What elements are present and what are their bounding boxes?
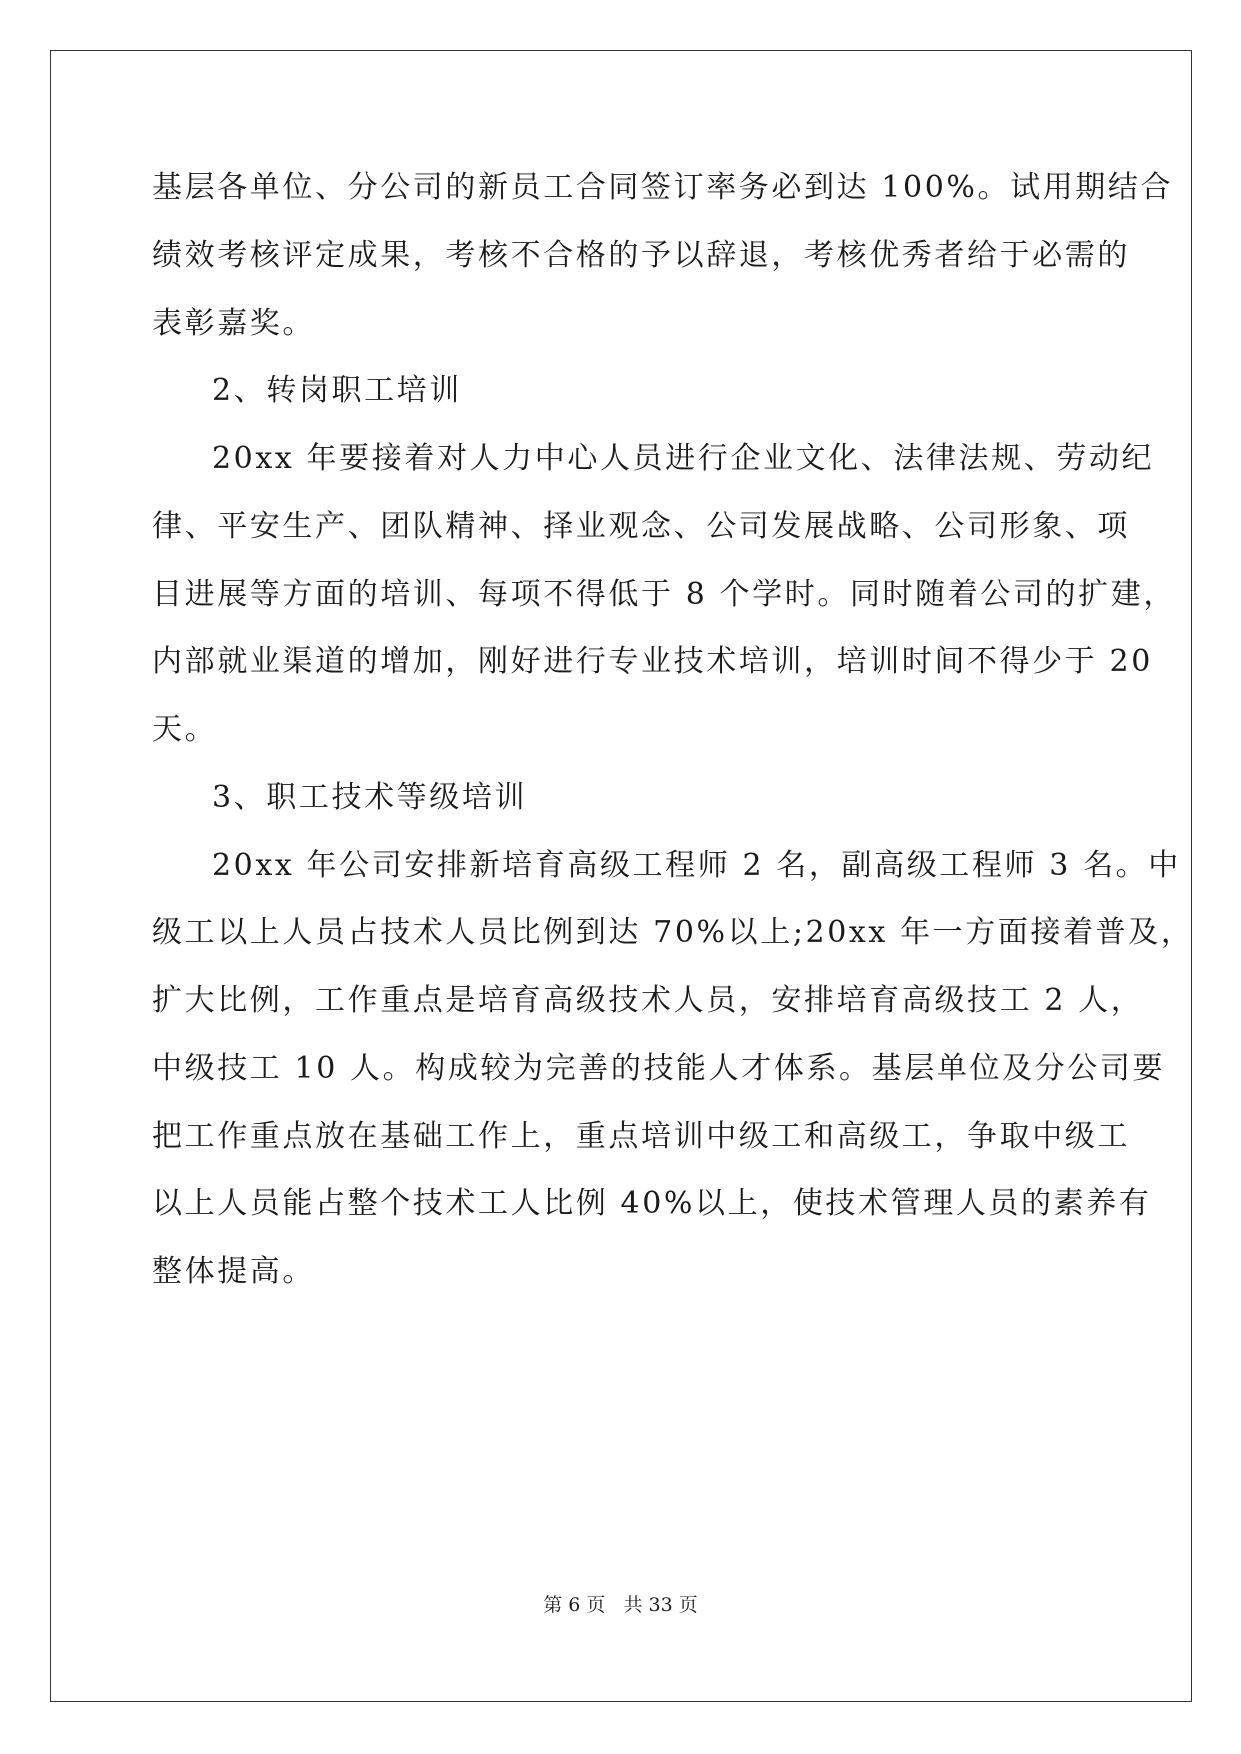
paragraph-line: 中级技工 10 人。构成较为完善的技能人才体系。基层单位及分公司要 xyxy=(152,1051,1166,1086)
paragraph-line: 绩效考核评定成果，考核不合格的予以辞退，考核优秀者给于必需的 xyxy=(152,238,1130,273)
section-heading: 3、职工技术等级培训 xyxy=(212,780,528,815)
paragraph-line: 整体提高。 xyxy=(152,1254,315,1289)
paragraph-line: 律、平安生产、团队精神、择业观念、公司发展战略、公司形象、项 xyxy=(152,509,1130,544)
paragraph-line: 20xx 年要接着对人力中心人员进行企业文化、法律法规、劳动纪 xyxy=(212,441,1155,476)
paragraph-line: 基层各单位、分公司的新员工合同签订率务必到达 100%。试用期结合 xyxy=(152,170,1174,205)
paragraph-line: 表彰嘉奖。 xyxy=(152,306,315,341)
paragraph-line: 目进展等方面的培训、每项不得低于 8 个学时。同时随着公司的扩建， xyxy=(152,577,1176,612)
section-heading: 2、转岗职工培训 xyxy=(212,373,462,408)
paragraph-line: 内部就业渠道的增加，刚好进行专业技术培训，培训时间不得少于 20 xyxy=(152,644,1153,679)
paragraph-line: 把工作重点放在基础工作上，重点培训中级工和高级工，争取中级工 xyxy=(152,1119,1130,1154)
paragraph-line: 级工以上人员占技术人员比例到达 70%以上;20xx 年一方面接着普及， xyxy=(152,915,1194,950)
page-number-footer: 第 6 页 共 33 页 xyxy=(543,1594,698,1616)
paragraph-line: 扩大比例，工作重点是培育高级技术人员，安排培育高级技工 2 人， xyxy=(152,983,1144,1018)
paragraph-line: 以上人员能占整个技术工人比例 40%以上，使技术管理人员的素养有 xyxy=(152,1186,1152,1221)
paragraph-line: 20xx 年公司安排新培育高级工程师 2 名，副高级工程师 3 名。中 xyxy=(212,848,1181,883)
paragraph-line: 天。 xyxy=(152,712,218,747)
